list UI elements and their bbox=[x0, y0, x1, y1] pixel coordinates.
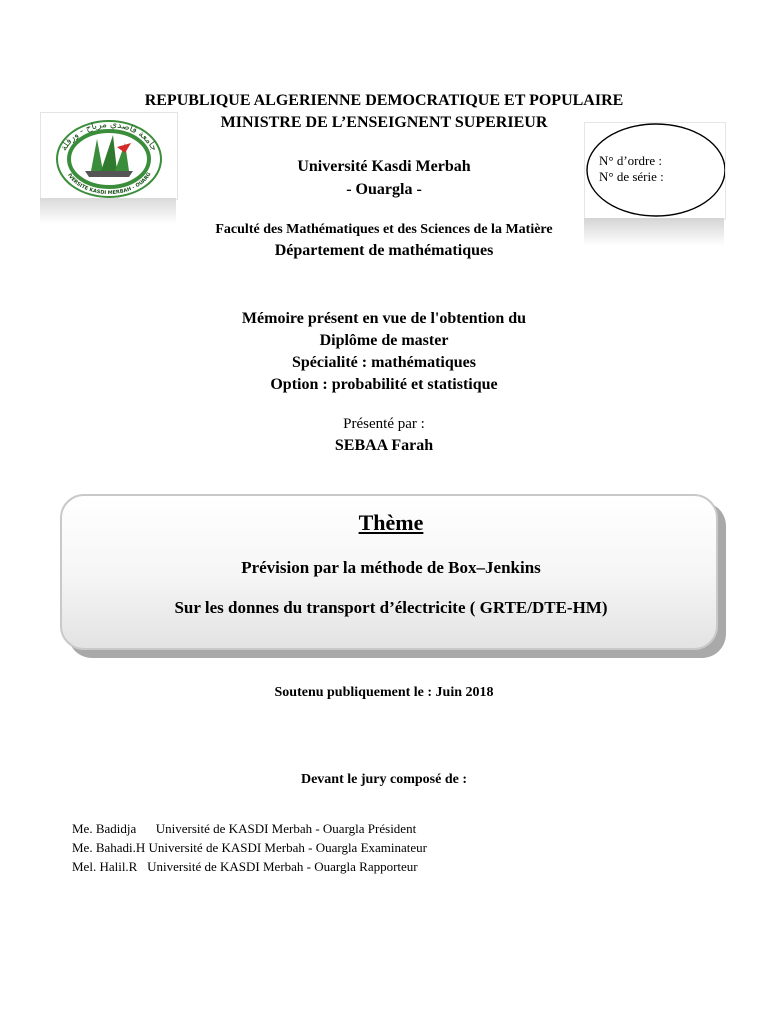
jury-member-2: Me. Bahadi.H Université de KASDI Merbah - Ouargla Examinateur bbox=[72, 840, 427, 855]
presented-by-label: Présenté par : bbox=[343, 416, 425, 432]
logo-latin-text: IVERSITE KASDI MERBAH - OUARG bbox=[66, 171, 153, 197]
defense-date: Soutenu publiquement le : Juin 2018 bbox=[274, 685, 494, 700]
jury-member-3: Mel. Halil.R Université de KASDI Merbah - Ouargla Rapporteur bbox=[72, 859, 418, 874]
memoire-line-2: Diplôme de master bbox=[319, 332, 449, 349]
memoire-line-1: Mémoire présent en vue de l'obtention du bbox=[241, 310, 527, 327]
logo-reflection bbox=[40, 198, 176, 224]
ordre-label: N° d’ordre : bbox=[599, 153, 662, 168]
logo-arabic-text: جامعة قاصدي مرباح - ورقلة bbox=[59, 119, 159, 153]
department-name: Département de mathématiques bbox=[274, 242, 494, 259]
faculty-name: Faculté des Mathématiques et des Sciences de la Matière bbox=[215, 222, 553, 237]
university-city: - Ouargla - bbox=[346, 181, 422, 198]
theme-line-2: Sur les donnes du transport d’électricite ( GRTE/DTE-HM) bbox=[174, 598, 608, 617]
logo-frame bbox=[40, 112, 178, 200]
theme-line-1: Prévision par la méthode de Box–Jenkins bbox=[241, 558, 541, 577]
university-logo bbox=[40, 112, 178, 224]
jury-member-1: Me. Badidja Université de KASDI Merbah - Ouargla Président bbox=[72, 821, 417, 836]
theme-box bbox=[60, 494, 718, 650]
ordre-frame bbox=[584, 122, 726, 220]
university-name: Université Kasdi Merbah bbox=[297, 158, 471, 175]
speciality: Spécialité : mathématiques bbox=[292, 354, 476, 371]
serie-label: N° de série : bbox=[599, 169, 664, 184]
university-seal-icon bbox=[41, 113, 177, 199]
ministry-title: MINISTRE DE L’ENSEIGNENT SUPERIEUR bbox=[220, 114, 548, 131]
presenter-name: SEBAA Farah bbox=[334, 437, 434, 454]
option: Option : probabilité et statistique bbox=[270, 376, 498, 393]
theme-title: Thème bbox=[358, 510, 424, 535]
republic-title: REPUBLIQUE ALGERIENNE DEMOCRATIQUE ET POPULAIRE bbox=[144, 92, 624, 109]
jury-title: Devant le jury composé de : bbox=[300, 772, 468, 787]
